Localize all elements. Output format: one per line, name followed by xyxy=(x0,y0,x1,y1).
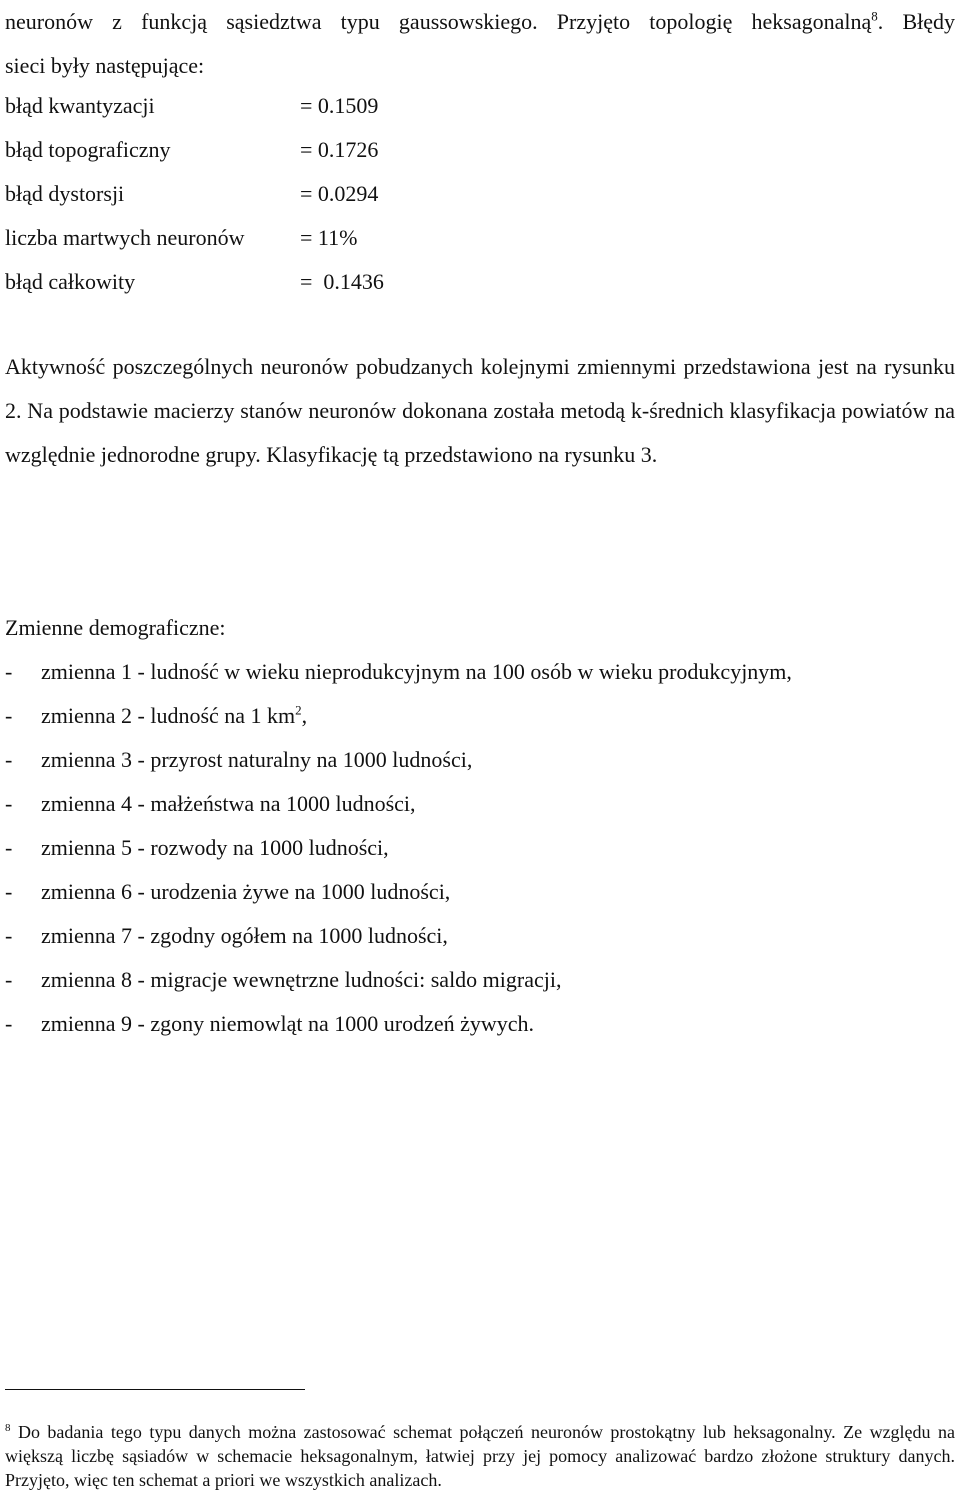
intro-line-1-tail: . Błędy xyxy=(877,9,955,34)
variable-item xyxy=(5,958,955,1002)
variable-text xyxy=(41,870,450,914)
footnote-separator xyxy=(5,1389,305,1390)
variable-item xyxy=(5,826,955,870)
variable-label: zmienna 2 - ludność na 1 km xyxy=(41,703,296,728)
activity-paragraph: Aktywność poszczególnych neuronów pobudzanych kolejnymi zmiennymi przedstawiona jest na rysunku 2. Na podstawie macierzy stanów neuronów dokonana została metodą k-średnich klasyfikacja powiatów na względnie jednorodne grupy. Klasyfikację tą przedstawiono na rysunku 3. xyxy=(5,354,955,467)
variable-text xyxy=(41,1002,534,1046)
variable-item xyxy=(5,694,955,738)
error-name: błąd topograficzny xyxy=(5,137,171,162)
error-value: = 0.1726 xyxy=(300,137,379,162)
variable-item xyxy=(5,738,955,782)
error-value: = 0.0294 xyxy=(300,181,379,206)
variable-label: zmienna 9 - zgony niemowląt na 1000 urodzeń żywych. xyxy=(41,1011,535,1036)
variable-label: zmienna 5 - rozwody na 1000 ludności, xyxy=(41,835,389,860)
variable-tail: , xyxy=(301,703,308,728)
error-name: liczba martwych neuronów xyxy=(5,225,245,250)
variables-heading: Zmienne demograficzne: xyxy=(5,615,226,640)
variable-text xyxy=(41,782,416,826)
list-dash: - xyxy=(5,747,13,772)
list-dash: - xyxy=(5,703,13,728)
error-name: błąd dystorsji xyxy=(5,181,125,206)
variables-section xyxy=(5,606,955,1046)
error-row xyxy=(5,260,384,304)
variable-item xyxy=(5,782,955,826)
footnote xyxy=(5,1420,955,1492)
variable-text xyxy=(41,958,561,1002)
superscript: 2 xyxy=(295,702,302,718)
footnote-reference[interactable]: 8 xyxy=(871,8,878,24)
list-dash: - xyxy=(5,879,13,904)
variable-label: zmienna 4 - małżeństwa na 1000 ludności, xyxy=(41,791,416,816)
intro-line-1 xyxy=(5,0,955,44)
variable-text xyxy=(41,694,307,738)
intro-paragraph xyxy=(5,0,955,88)
variables-list xyxy=(5,650,955,1046)
variable-label: zmienna 3 - przyrost naturalny na 1000 ludności, xyxy=(41,747,473,772)
intro-line-1-text: neuronów z funkcją sąsiedztwa typu gaussowskiego. Przyjęto topologię heksagonalną xyxy=(5,9,872,34)
error-row xyxy=(5,172,384,216)
variable-item xyxy=(5,1002,955,1046)
variable-label: zmienna 1 - ludność w wieku nieprodukcyjnym na 100 osób w wieku produkcyjnym, xyxy=(41,659,792,684)
variable-item xyxy=(5,870,955,914)
list-dash: - xyxy=(5,1011,13,1036)
variable-text xyxy=(41,914,448,958)
list-dash: - xyxy=(5,923,13,948)
variable-label: zmienna 7 - zgodny ogółem na 1000 ludności, xyxy=(41,923,448,948)
error-list xyxy=(5,84,384,304)
footnote-text: Do badania tego typu danych można zastosować schemat połączeń neuronów prostokątny lub heksagonalny. Ze względu na większą liczbę sąsiadów w schemacie heksagonalnym, łatwiej przy jej pomocy analizować bardzo złożone struktury danych. Przyjęto, więc ten schemat a priori we wszystkich analizach. xyxy=(5,1422,955,1490)
variable-item xyxy=(5,650,955,694)
error-value: = 0.1436 xyxy=(300,269,384,294)
error-row xyxy=(5,128,384,172)
variable-item xyxy=(5,914,955,958)
list-dash: - xyxy=(5,835,13,860)
error-row xyxy=(5,216,384,260)
variable-label: zmienna 8 - migracje wewnętrzne ludności: saldo migracji, xyxy=(41,967,562,992)
footnote-number: 8 xyxy=(5,1422,11,1434)
variable-text xyxy=(41,738,472,782)
error-value: = 0.1509 xyxy=(300,93,379,118)
variable-text xyxy=(41,826,389,870)
list-dash: - xyxy=(5,659,13,684)
error-value: = 11% xyxy=(300,225,358,250)
intro-line-2: sieci były następujące: xyxy=(5,53,205,78)
error-name: błąd całkowity xyxy=(5,269,136,294)
list-dash: - xyxy=(5,967,13,992)
error-row xyxy=(5,84,384,128)
list-dash: - xyxy=(5,791,13,816)
variable-label: zmienna 6 - urodzenia żywe na 1000 ludności, xyxy=(41,879,451,904)
error-name: błąd kwantyzacji xyxy=(5,93,155,118)
variable-text xyxy=(41,650,792,694)
